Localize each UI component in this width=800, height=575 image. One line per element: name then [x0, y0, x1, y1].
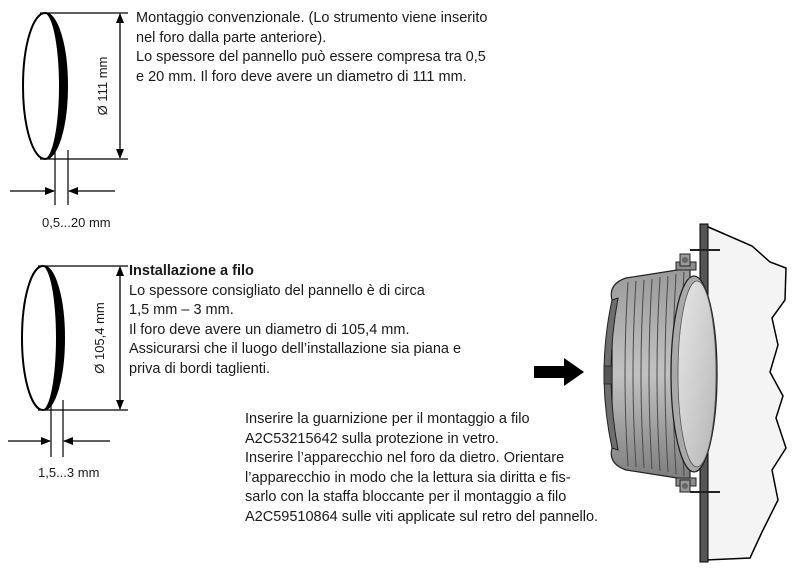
text-line: A2C53215642 sulla protezione in vetro.: [245, 430, 499, 447]
panel-ring-111: [23, 13, 67, 159]
text-line: priva di bordi taglienti.: [129, 360, 271, 377]
text-line: sarlo con la staffa bloccante per il montaggio a filo: [245, 489, 567, 505]
connector: [604, 366, 612, 384]
text-line: A2C59510864 sulle viti applicate sul retro del pannello.: [245, 508, 599, 525]
text-line: Lo spessore del pannello può essere compresa tra 0,5: [136, 49, 486, 65]
section-heading: Installazione a filo: [129, 263, 254, 279]
text-line: 1,5 mm – 3 mm.: [129, 302, 234, 318]
diameter-label: Ø 105,4 mm: [92, 302, 107, 374]
text-line: Lo spessore consigliato del pannello è di circa: [129, 282, 425, 299]
thickness-label: 1,5...3 mm: [38, 465, 100, 480]
text-line: nel foro dalla parte anteriore).: [136, 29, 327, 46]
conventional-mount-diagram: [10, 13, 128, 230]
flush-mount-text: [129, 262, 499, 379]
installation-steps-text: [245, 410, 645, 527]
glass-cover: [678, 281, 716, 467]
conventional-mount-text: [136, 9, 536, 87]
text-line: Montaggio convenzionale. (Lo strumento viene inserito: [136, 10, 488, 26]
insert-direction-arrow: [534, 358, 584, 386]
panel-ring-105: [22, 266, 64, 410]
diameter-label: Ø 111 mm: [95, 56, 110, 116]
text-line: Il foro deve avere un diametro di 105,4 mm.: [129, 321, 410, 338]
flush-mount-diagram: [8, 266, 128, 480]
text-line: Inserire l’apparecchio nel foro da dietro. Orientare: [245, 450, 565, 466]
text-line: l’apparecchio in modo che la lettura sia diritta e fis-: [245, 469, 571, 486]
panel-section: [706, 226, 786, 560]
text-line: e 20 mm. Il foro deve avere un diametro di 111 mm.: [136, 68, 467, 85]
text-line: Assicurarsi che il luogo dell’installazione sia piana e: [129, 341, 462, 357]
thickness-label: 0,5...20 mm: [42, 215, 111, 230]
text-line: Inserire la guarnizione per il montaggio a filo: [245, 411, 530, 427]
